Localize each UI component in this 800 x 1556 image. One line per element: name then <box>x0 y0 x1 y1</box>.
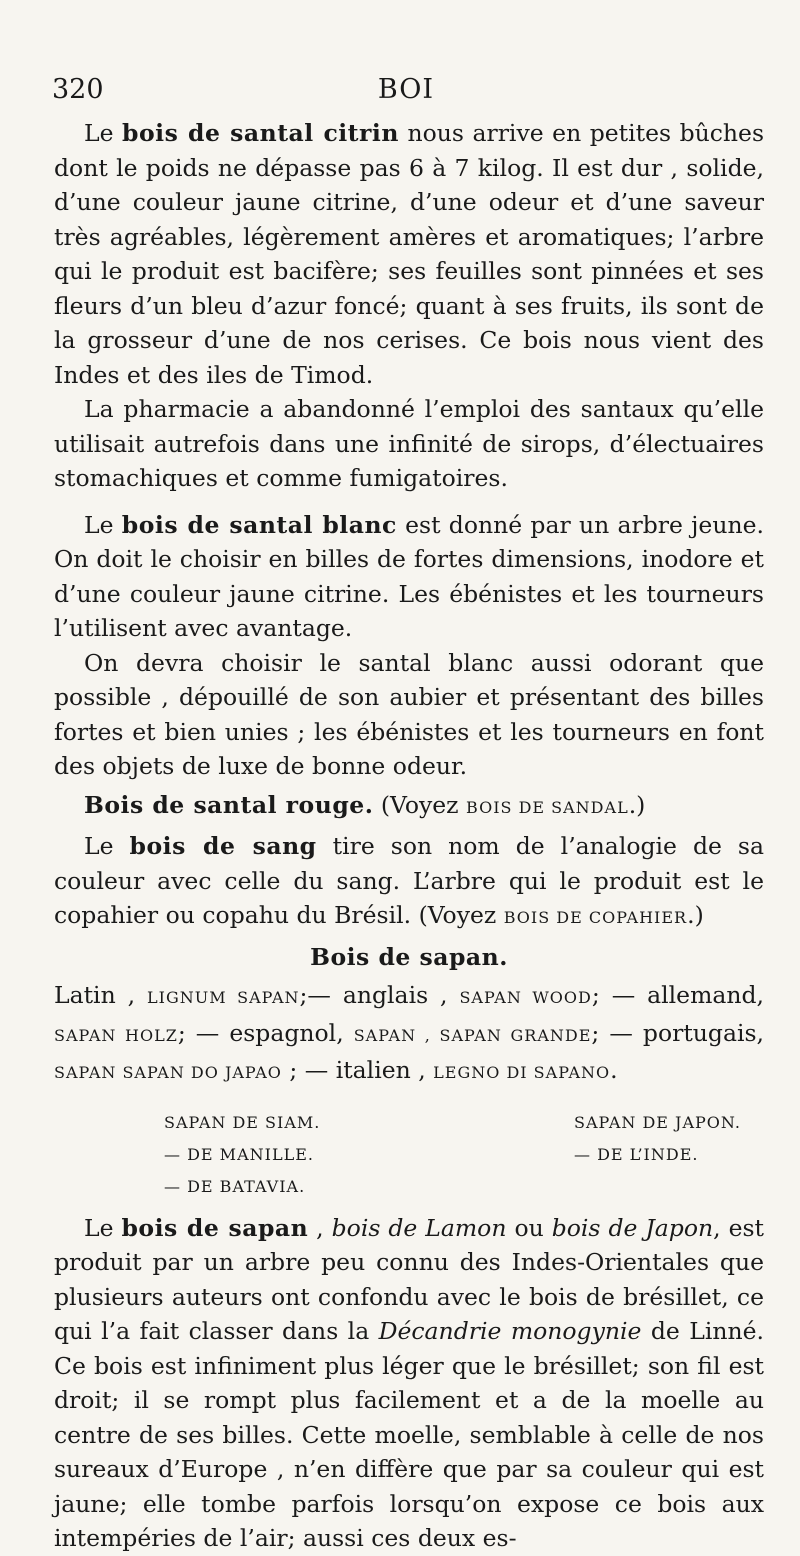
paragraph-santal-rouge: Bois de santal rouge. (Voyez BOIS DE SANDAL.) <box>84 790 646 819</box>
varieties-list <box>54 1107 764 1203</box>
page-number: 320 <box>52 74 104 105</box>
paragraph-bois-de-sapan: Le bois de sapan , bois de Lamon ou bois de Japon, est produit par un arbre peu connu des Indes-Orientales que plusieurs auteurs ont confondu avec le bois de brésillet, ce qui l’a fait classer dans la Décandrie monogynie de Linné. Ce bois est infiniment plus léger que le brésillet; son fil est droit; il se rompt plus facilement et a de la moelle au centre de ses billes. Cette moelle, semblable à celle de nos sureaux d’Europe , n’en diffère que par sa couleur qui est jaune; elle tombe parfois lorsqu’on expose ce bois aux intempéries de l’air; aussi ces deux es- <box>54 1213 764 1552</box>
term-santal-blanc: bois de santal blanc <box>121 510 397 539</box>
variety-inde: — DE L’INDE. <box>574 1144 699 1164</box>
paragraph-bois-de-sang: Le bois de sang tire son nom de l’analogie de sa couleur avec celle du sang. L’arbre qui le produit est le copahier ou copahu du Brésil. (Voyez BOIS DE COPAHIER.) <box>54 832 765 929</box>
variety-siam: SAPAN DE SIAM. <box>164 1112 321 1132</box>
term-santal-rouge: Bois de santal rouge. <box>84 790 374 819</box>
term-bois-de-sang: bois de sang <box>129 832 317 860</box>
section-title: Bois de sapan. <box>310 942 508 971</box>
variety-batavia: — DE BATAVIA. <box>164 1176 306 1196</box>
paragraph-santal-blanc-choix: On devra choisir le santal blanc aussi odorant que possible , dépouillé de son aubier et présentant des billes fortes et bien unies ; les ébénistes et les tourneurs en font des objets de luxe de bonne odeur. <box>54 648 764 780</box>
variety-manille: — DE MANILLE. <box>164 1144 314 1164</box>
term-bois-de-japon: bois de Japon <box>551 1213 714 1242</box>
ref-bois-de-sandal: BOIS DE SANDAL <box>466 797 629 817</box>
ref-bois-de-copahier: BOIS DE COPAHIER <box>503 908 688 927</box>
page-body <box>54 116 764 1556</box>
term-santal-citrin: bois de santal citrin <box>122 119 399 147</box>
variety-japon: SAPAN DE JAPON. <box>574 1112 741 1132</box>
paragraph-pharmacie: La pharmacie a abandonné l’emploi des santaux qu’elle utilisait autrefois dans une infinité de sirops, d’électuaires stomachiques et comme fumigatoires. <box>54 395 764 492</box>
term-bois-de-lamon: bois de Lamon <box>331 1213 507 1242</box>
translations: Latin , LIGNUM SAPAN;— anglais , SAPAN WOOD; — allemand, SAPAN HOLZ; — espagnol, SAPAN , SAPAN GRANDE; — portugais, SAPAN SAPAN DO JAPAO ; — italien , LEGNO DI SAPANO. <box>54 981 765 1084</box>
running-head: BOI <box>377 74 435 105</box>
term-decandrie-monogynie: Décandrie monogynie <box>378 1317 642 1345</box>
paragraph-santal-citrin: Le bois de santal citrin nous arrive en petites bûches dont le poids ne dépasse pas 6 à 7 kilog. Il est dur , solide, d’une couleur jaune citrine, d’une odeur et d’une saveur très agréables, légèrement amères et aromatiques; l’arbre qui le produit est bacifère; ses feuilles sont pinnées et ses fleurs d’un bleu d’azur foncé; quant à ses fruits, ils sont de la grosseur d’une de nos cerises. Ce bois nous vient des Indes et des iles de Timod. <box>54 119 765 389</box>
term-bois-de-sapan: bois de sapan <box>121 1213 309 1242</box>
paragraph-santal-blanc: Le bois de santal blanc est donné par un arbre jeune. On doit le choisir en billes de fortes dimensions, inodore et d’une couleur jaune citrine. Les ébénistes et les tourneurs l’utilisent avec avantage. <box>54 510 764 642</box>
page-header <box>52 74 760 114</box>
